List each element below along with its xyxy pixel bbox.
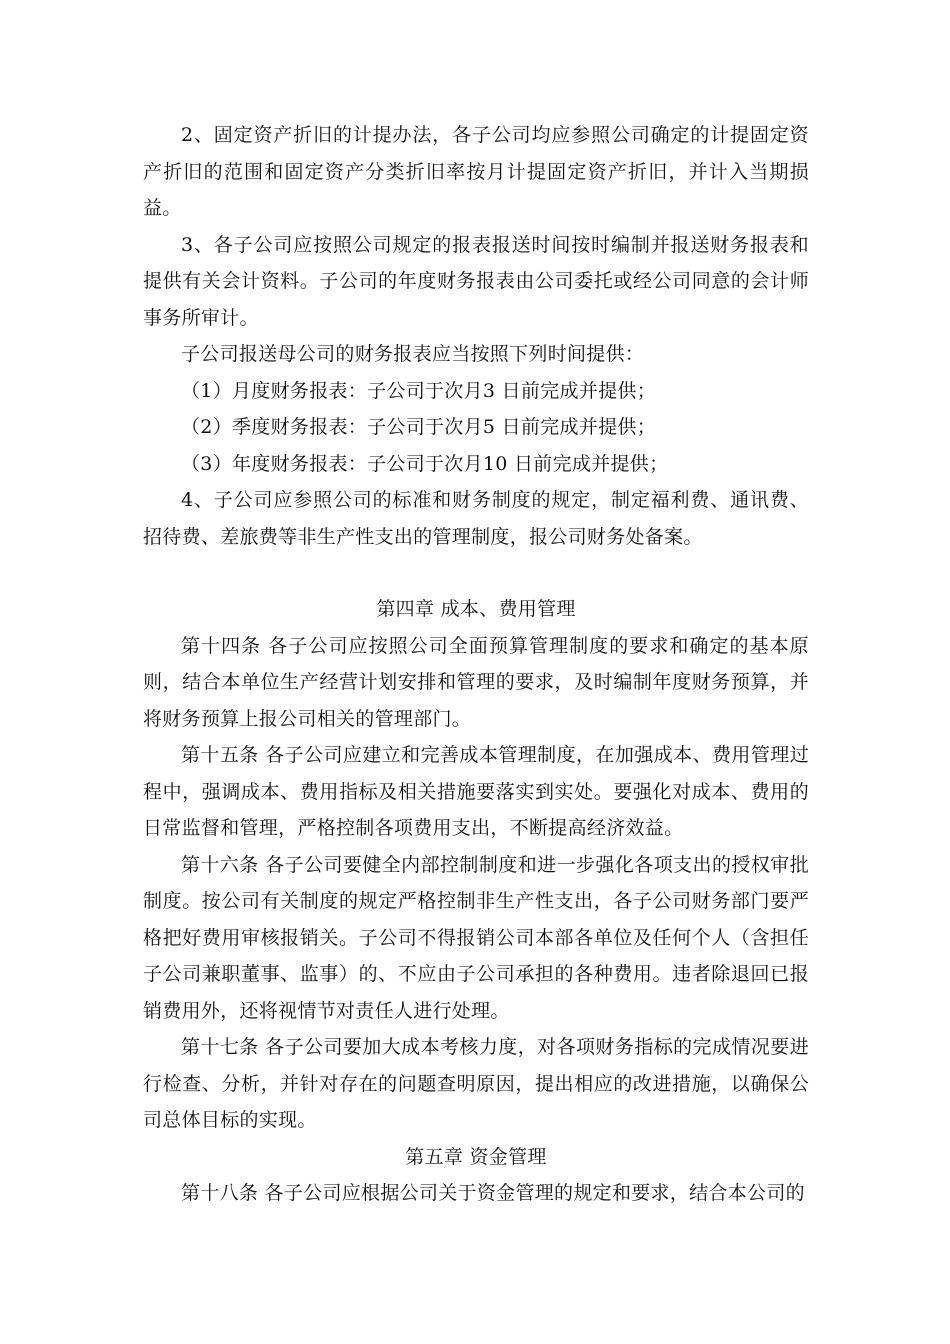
article-16: 第十六条 各子公司要健全内部控制制度和进一步强化各项支出的授权审批制度。按公司有关制度的规定严格控制非生产性支出，各子公司财务部门要严格把好费用审核报销关。子公司不得报销公司本部各单位及任何个人（含担任子公司兼职董事、监事）的、不应由子公司承担的各种费用。违者除退回已报销费用外，还将视情节对责任人进行处理。 (143, 853, 809, 1022)
article-17: 第十七条 各子公司要加大成本考核力度，对各项财务指标的完成情况要进行检查、分析，并针对存在的问题查明原因，提出相应的改进措施，以确保公司总体目标的实现。 (143, 1036, 809, 1131)
paragraph-depreciation: 2、固定资产折旧的计提办法，各子公司均应参照公司确定的计提固定资产折旧的范围和固定资产分类折旧率按月计提固定资产折旧，并计入当期损益。 (143, 124, 809, 219)
section-spacer (143, 555, 809, 591)
paragraph-report-submission: 3、各子公司应按照公司规定的报表报送时间按时编制并报送财务报表和提供有关会计资料。子公司的年度财务报表由公司委托或经公司同意的会计师事务所审计。 (143, 233, 809, 329)
list-item-monthly-report: （1）月度财务报表：子公司于次月3 日前完成并提供； (181, 379, 657, 402)
article-15: 第十五条 各子公司应建立和完善成本管理制度，在加强成本、费用管理过程中，强调成本、费用指标及相关措施要落实到实处。要强化对成本、费用的日常监督和管理，严格控制各项费用支出，不断提高经济效益。 (143, 744, 809, 839)
article-18: 第十八条 各子公司应根据公司关于资金管理的规定和要求，结合本公司的 (181, 1182, 805, 1204)
chapter-5-title: 第五章 资金管理 (405, 1145, 547, 1168)
paragraph-report-schedule-intro: 子公司报送母公司的财务报表应当按照下列时间提供： (181, 343, 645, 365)
paragraph-non-production-expenses: 4、子公司应参照公司的标准和财务制度的规定，制定福利费、通讯费、招待费、差旅费等非生产性支出的管理制度，报公司财务处备案。 (143, 489, 809, 548)
list-item-quarterly-report: （2）季度财务报表：子公司于次月5 日前完成并提供； (181, 416, 657, 438)
document-body (143, 117, 809, 1212)
article-14: 第十四条 各子公司应按照公司全面预算管理制度的要求和确定的基本原则，结合本单位生产经营计划安排和管理的要求，及时编制年度财务预算，并将财务预算上报公司相关的管理部门。 (143, 634, 809, 730)
list-item-annual-report: （3）年度财务报表：子公司于次月10 日前完成并提供； (181, 452, 669, 475)
chapter-4-title: 第四章 成本、费用管理 (376, 598, 576, 620)
